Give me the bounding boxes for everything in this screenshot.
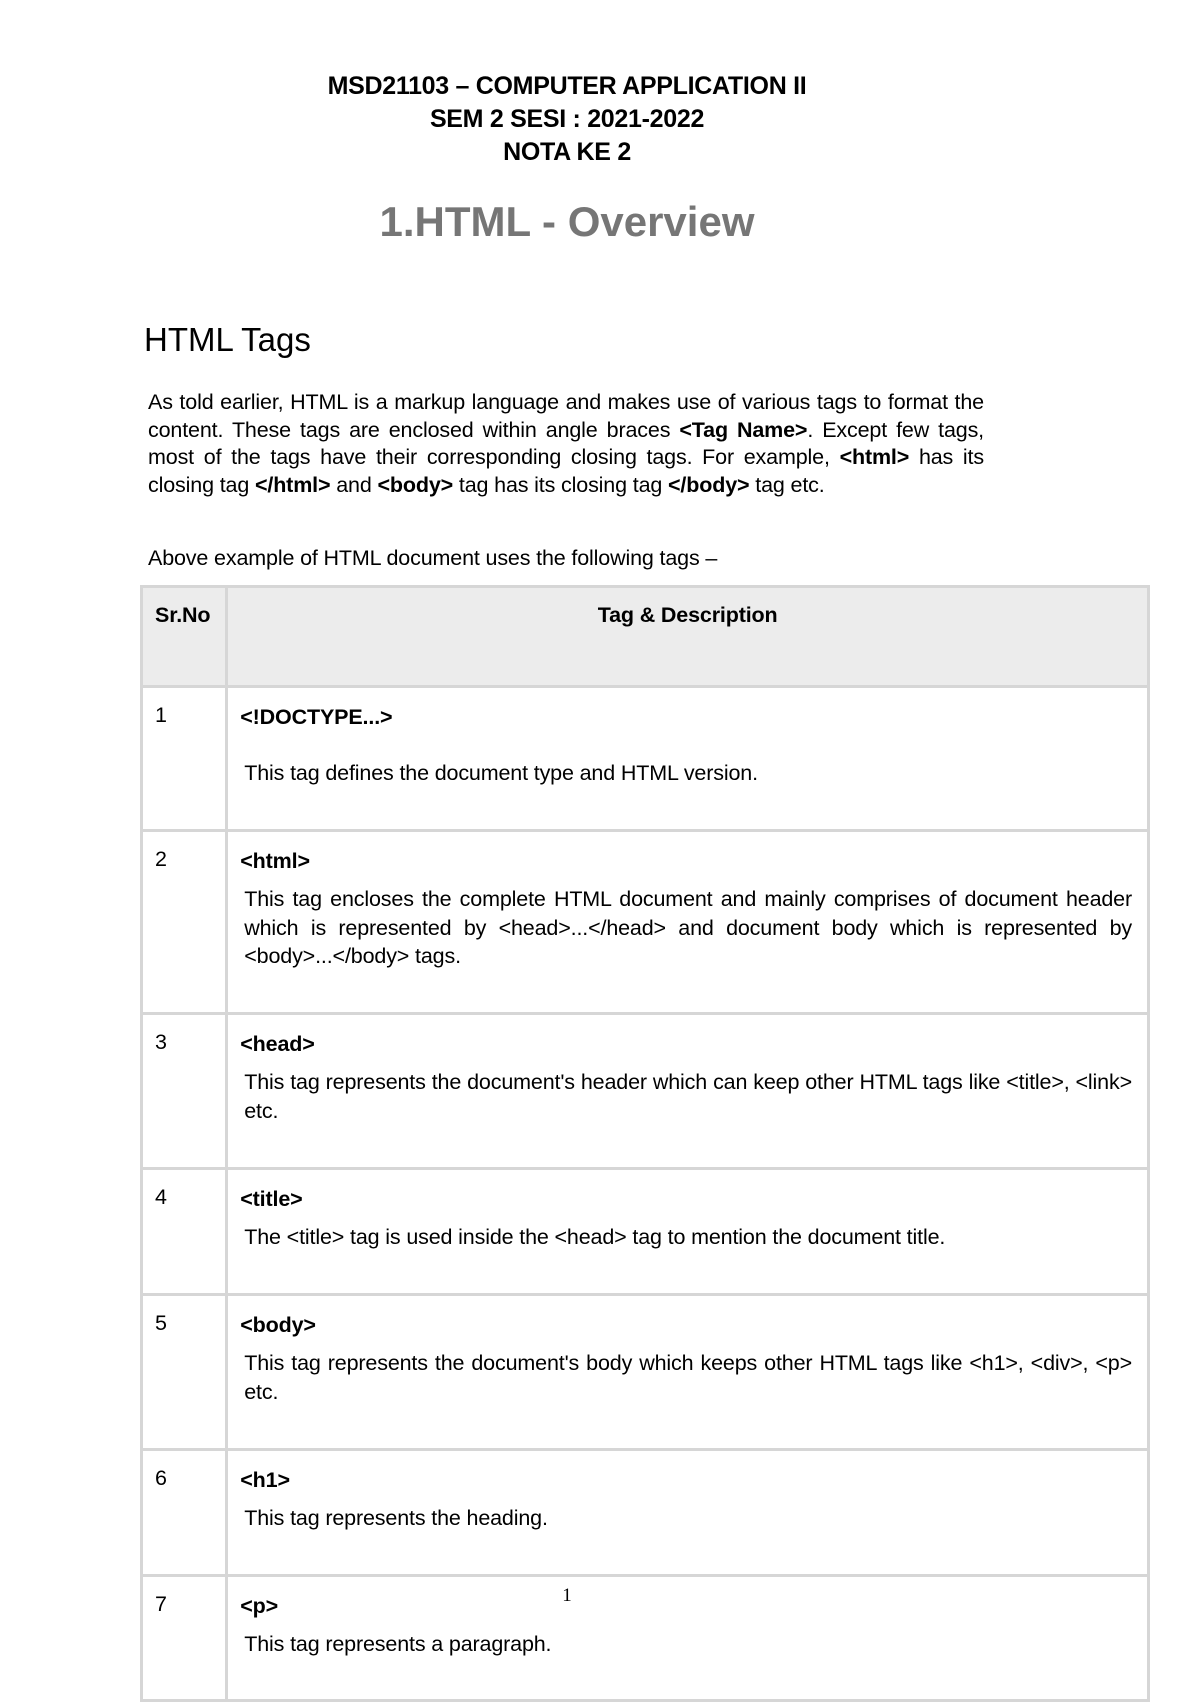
table-row xyxy=(142,687,1149,831)
tag-name: <html> xyxy=(240,849,310,873)
page-number: 1 xyxy=(562,1585,572,1606)
row-number: 4 xyxy=(142,1169,227,1295)
tag-description-cell xyxy=(227,1450,1149,1576)
tag-description-cell xyxy=(227,1295,1149,1450)
table-lead-in: Above example of HTML document uses the following tags – xyxy=(148,546,718,570)
row-number: 1 xyxy=(142,687,227,831)
tag-description-cell xyxy=(227,1014,1149,1169)
table-row xyxy=(142,1295,1149,1450)
tags-table xyxy=(140,585,1150,1702)
body-close-tag: </body> xyxy=(668,472,750,497)
tag-description-cell xyxy=(227,831,1149,1014)
tag-description: This tag represents the document's header which can keep other HTML tags like <title>, <link> etc. xyxy=(244,1070,1132,1123)
tag-description-cell xyxy=(227,1169,1149,1295)
page-title: 1.HTML - Overview xyxy=(379,198,755,245)
row-number: 7 xyxy=(142,1576,227,1701)
tag-name: <head> xyxy=(240,1032,315,1056)
html-close-tag: </html> xyxy=(254,472,331,497)
tag-description-cell xyxy=(227,687,1149,831)
table-row xyxy=(142,1169,1149,1295)
header-tag-description: Tag & Description xyxy=(227,587,1149,687)
header-sr-no: Sr.No xyxy=(142,587,227,687)
note-number: NOTA KE 2 xyxy=(503,138,631,166)
tag-name-example: <Tag Name> xyxy=(679,417,808,442)
course-title: MSD21103 – COMPUTER APPLICATION II xyxy=(327,72,807,100)
row-number: 3 xyxy=(142,1014,227,1169)
row-number: 5 xyxy=(142,1295,227,1450)
tag-description: This tag represents a paragraph. xyxy=(244,1632,552,1656)
tag-name: <!DOCTYPE...> xyxy=(240,705,393,729)
row-number: 2 xyxy=(142,831,227,1014)
tag-name: <p> xyxy=(240,1594,279,1618)
tag-description: This tag encloses the complete HTML document and mainly comprises of document header which is represented by <head>...</head> and document body which is represented by <body>...</body> tags. xyxy=(244,887,1132,968)
semester-line: SEM 2 SESI : 2021-2022 xyxy=(429,105,705,133)
intro-paragraph: As told earlier, HTML is a markup language and makes use of various tags to format the content. These tags are enclosed within angle braces <Tag Name>. Except few tags, most of the tags have their corresponding closing tags. For example, <html> has its closing tag </html> and <body> tag has its closing tag </body> tag etc. xyxy=(148,390,984,497)
section-heading: HTML Tags xyxy=(144,321,311,358)
tag-name: <h1> xyxy=(240,1468,290,1492)
tag-description: This tag represents the heading. xyxy=(244,1506,548,1530)
html-open-tag: <html> xyxy=(839,445,910,470)
tag-name: <body> xyxy=(240,1313,316,1337)
tag-description: This tag defines the document type and HTML version. xyxy=(244,761,758,785)
table-row xyxy=(142,831,1149,1014)
row-number: 6 xyxy=(142,1450,227,1576)
tag-description: This tag represents the document's body which keeps other HTML tags like <h1>, <div>, <p> etc. xyxy=(244,1351,1132,1404)
table-row xyxy=(142,1450,1149,1576)
document-header xyxy=(0,70,1134,169)
table-row xyxy=(142,1014,1149,1169)
table-header-row xyxy=(142,587,1149,687)
tag-description: The <title> tag is used inside the <head> tag to mention the document title. xyxy=(244,1225,946,1249)
tag-name: <title> xyxy=(240,1187,303,1211)
body-open-tag: <body> xyxy=(377,472,454,497)
